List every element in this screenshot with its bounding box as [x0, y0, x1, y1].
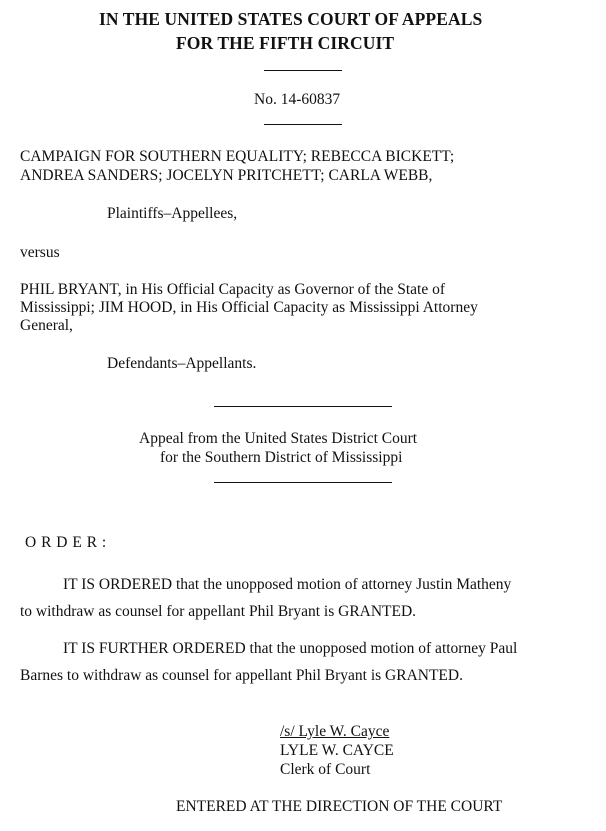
court-title-line-2: FOR THE FIFTH CIRCUIT [176, 33, 395, 53]
appeal-line-1: Appeal from the United States District Court [139, 430, 418, 447]
order-paragraph-2-line-1: IT IS FURTHER ORDERED that the unopposed motion of attorney Paul [63, 640, 518, 657]
order-paragraph-1-line-1: IT IS ORDERED that the unopposed motion of attorney Justin Matheny [63, 576, 512, 593]
signature-title: Clerk of Court [280, 761, 371, 778]
appeal-rule-top [214, 406, 392, 407]
appeal-line-2: for the Southern District of Mississippi [160, 449, 403, 466]
entered-direction: ENTERED AT THE DIRECTION OF THE COURT [176, 798, 503, 815]
heading-rule-bottom [264, 124, 342, 125]
plaintiffs-line-2: ANDREA SANDERS; JOCELYN PRITCHETT; CARLA WEBB, [20, 167, 433, 184]
order-paragraph-1-line-2: to withdraw as counsel for appellant Phil Bryant is GRANTED. [20, 603, 417, 620]
case-number: No. 14-60837 [254, 91, 341, 108]
order-heading: O R D E R : [25, 534, 107, 551]
signature-name: LYLE W. CAYCE [280, 742, 394, 759]
defendants-line-3: General, [20, 317, 73, 334]
plaintiffs-line-1: CAMPAIGN FOR SOUTHERN EQUALITY; REBECCA BICKETT; [20, 148, 455, 165]
heading-rule-top [264, 70, 342, 71]
defendants-line-1: PHIL BRYANT, in His Official Capacity as Governor of the State of [20, 281, 446, 298]
defendants-role: Defendants–Appellants. [107, 355, 257, 372]
court-title-line-1: IN THE UNITED STATES COURT OF APPEALS [99, 9, 483, 29]
defendants-line-2: Mississippi; JIM HOOD, in His Official Capacity as Mississippi Attorney [20, 299, 478, 316]
versus-label: versus [20, 244, 60, 261]
plaintiffs-role: Plaintiffs–Appellees, [107, 205, 238, 222]
signature-line: /s/ Lyle W. Cayce [280, 723, 390, 740]
order-paragraph-2-line-2: Barnes to withdraw as counsel for appellant Phil Bryant is GRANTED. [20, 667, 463, 684]
appeal-rule-bottom [214, 482, 392, 483]
